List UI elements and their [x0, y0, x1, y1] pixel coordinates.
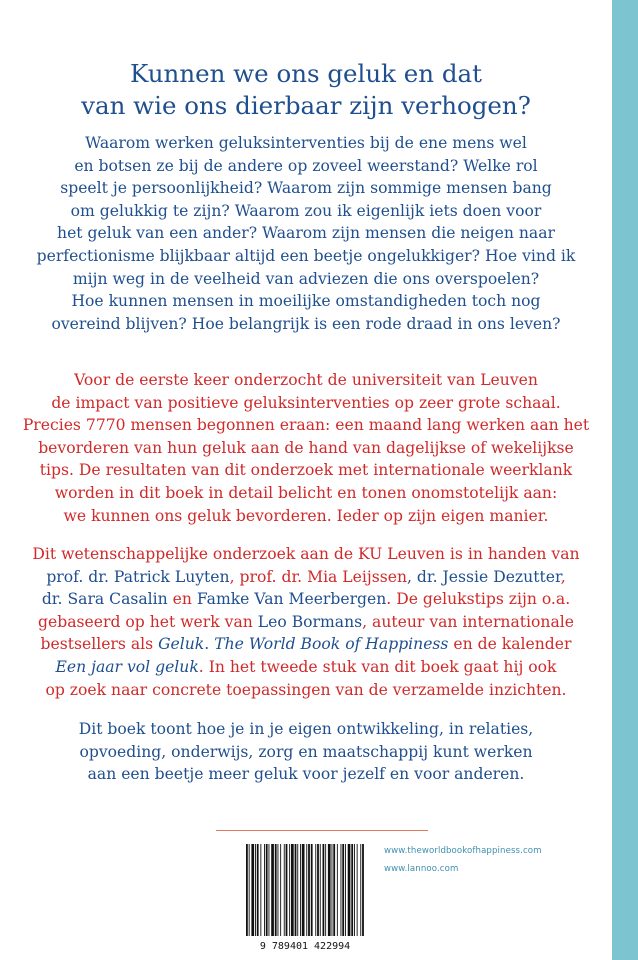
- barcode-bar: [354, 844, 355, 936]
- intro-paragraph: [0, 132, 612, 335]
- credits-text: en: [167, 590, 197, 609]
- barcode-bar: [249, 844, 250, 936]
- credits-text: Dit wetenschappelijke onderzoek aan de: [32, 545, 359, 563]
- barcode-bar: [362, 844, 364, 936]
- barcode-bar: [278, 844, 279, 936]
- barcode-bar: [300, 844, 301, 936]
- credits-text: op zoek naar concrete toepassingen van de verzamelde inzichten.: [45, 680, 567, 699]
- credits-text: bestsellers als: [40, 635, 159, 654]
- barcode-bar: [325, 844, 326, 936]
- barcode-bar: [348, 844, 351, 936]
- intro-line: mijn weg in de veelheid van adviezen die ons overspoelen?: [72, 269, 540, 288]
- barcode-bar: [255, 844, 256, 936]
- credits-line: [0, 543, 612, 566]
- title-line-2: van wie ons dierbaar zijn verhogen?: [81, 91, 531, 120]
- study-line: bevorderen van hun geluk aan de hand van dagelijkse of wekelijkse: [38, 438, 574, 457]
- barcode-bar: [289, 844, 290, 936]
- credits-text: .: [204, 635, 215, 654]
- barcode-bar: [341, 844, 342, 936]
- credits-line: [0, 566, 612, 589]
- barcode-bar: [264, 844, 265, 936]
- publisher-link[interactable]: www.lannoo.com: [384, 864, 459, 874]
- barcode-bar: [266, 844, 268, 936]
- barcode-bar: [357, 844, 358, 936]
- intro-line: Hoe kunnen mensen in moeilijke omstandigheden toch nog: [71, 292, 541, 311]
- website-link[interactable]: www.theworldbookofhappiness.com: [384, 846, 542, 856]
- credits-text: . De gelukstips zijn o.a.: [386, 590, 571, 609]
- barcode-bar: [291, 844, 294, 936]
- section-divider: [216, 830, 428, 831]
- credits-text: , auteur van internationale: [362, 612, 574, 631]
- barcode-bar: [345, 844, 346, 936]
- barcode-bar: [351, 844, 353, 936]
- credits-text: Leuven is in handen van: [382, 545, 580, 563]
- researcher-name: , prof. dr. Mia Leijssen: [229, 567, 407, 586]
- barcode-bar: [280, 844, 281, 936]
- intro-line: speelt je persoonlijkheid? Waarom zijn sommige mensen bang: [60, 179, 552, 198]
- barcode-bar: [271, 844, 274, 936]
- intro-line: om gelukkig te zijn? Waarom zou ik eigenlijk iets doen voor: [70, 201, 542, 220]
- author-name: Leo Bormans: [257, 612, 363, 631]
- barcode-bar: [317, 844, 319, 936]
- credits-text: gebaseerd op het werk van: [38, 612, 258, 631]
- book-title: Geluk: [158, 635, 205, 654]
- researcher-name: Famke Van Meerbergen: [196, 590, 387, 609]
- researcher-name: , dr. Jessie Dezutter: [407, 567, 561, 586]
- outro-line: opvoeding, onderwijs, zorg en maatschappij kunt werken: [79, 742, 533, 761]
- barcode-digits: 9 789401 422994: [259, 941, 351, 952]
- barcode-bar: [315, 844, 316, 936]
- credits-text: . In het tweede stuk van dit boek gaat hij ook: [198, 657, 557, 676]
- barcode-bar: [333, 844, 335, 936]
- study-line: Precies 7770 mensen begonnen eraan: een maand lang werken aan het: [22, 416, 590, 435]
- credits-line: [0, 679, 612, 702]
- researcher-name: prof. dr. Patrick Luyten: [46, 567, 230, 586]
- title-line-1: Kunnen we ons geluk en dat: [130, 59, 482, 88]
- barcode-bar: [323, 844, 325, 936]
- barcode-bar: [332, 844, 333, 936]
- book-title: The World Book of Happiness: [214, 635, 449, 654]
- barcode-bar: [302, 844, 305, 936]
- barcode-bar: [328, 844, 331, 936]
- barcode-bar: [260, 844, 261, 936]
- barcode-bar: [275, 844, 277, 936]
- intro-line: Waarom werken geluksinterventies bij de ene mens wel: [85, 134, 527, 152]
- barcode-bar: [342, 844, 344, 936]
- barcode-bar: [308, 844, 310, 936]
- study-line: worden in dit boek in detail belicht en tonen onomstotelijk aan:: [54, 483, 558, 502]
- study-line: Voor de eerste keer onderzocht de universiteit van Leuven: [74, 371, 538, 389]
- study-line: we kunnen ons geluk bevorderen. Ieder op zijn eigen manier.: [63, 506, 549, 525]
- credits-text: ,: [560, 567, 566, 586]
- barcode-bar: [284, 844, 285, 936]
- credits-line: [0, 588, 612, 611]
- university-abbrev: KU: [358, 545, 383, 563]
- barcode-icon: [242, 842, 368, 952]
- barcode-bar: [320, 844, 321, 936]
- outro-line: aan een beetje meer geluk voor jezelf en voor anderen.: [87, 765, 525, 784]
- barcode-bar: [295, 844, 297, 936]
- outro-line: Dit boek toont hoe je in je eigen ontwikkeling, in relaties,: [78, 720, 534, 738]
- credits-line: [0, 633, 612, 656]
- intro-line: het geluk van een ander? Waarom zijn mensen die neigen naar: [57, 224, 555, 243]
- researcher-name: dr. Sara Casalin: [41, 590, 168, 609]
- intro-line: overeind blijven? Hoe belangrijk is een rode draad in ons leven?: [51, 314, 561, 333]
- credits-paragraph: [0, 543, 612, 701]
- study-line: tips. De resultaten van dit onderzoek met internationale weerklank: [39, 461, 573, 480]
- cover-title: [0, 58, 612, 122]
- outro-paragraph: [0, 718, 612, 786]
- barcode-bar: [286, 844, 288, 936]
- barcode-graphic: [242, 842, 368, 952]
- spine-color-strip: [612, 0, 638, 960]
- barcode-bar: [297, 844, 298, 936]
- credits-text: en de kalender: [448, 635, 572, 654]
- barcode-bar: [269, 844, 270, 936]
- barcode-bar: [360, 844, 361, 936]
- study-paragraph: [0, 369, 612, 527]
- intro-line: perfectionisme blijkbaar altijd een beetje ongelukkiger? Hoe vind ik: [36, 246, 576, 265]
- intro-line: en botsen ze bij de andere op zoveel weerstand? Welke rol: [74, 156, 538, 175]
- credits-line: [0, 656, 612, 679]
- barcode-bar: [257, 844, 259, 936]
- barcode-bar: [306, 844, 307, 936]
- calendar-title: Een jaar vol geluk: [55, 657, 199, 676]
- study-line: de impact van positieve geluksinterventies op zeer grote schaal.: [51, 393, 561, 412]
- barcode-bar: [251, 844, 254, 936]
- barcode-bar: [246, 844, 248, 936]
- barcode-bar: [311, 844, 313, 936]
- credits-line: [0, 611, 612, 634]
- barcode-bar: [337, 844, 338, 936]
